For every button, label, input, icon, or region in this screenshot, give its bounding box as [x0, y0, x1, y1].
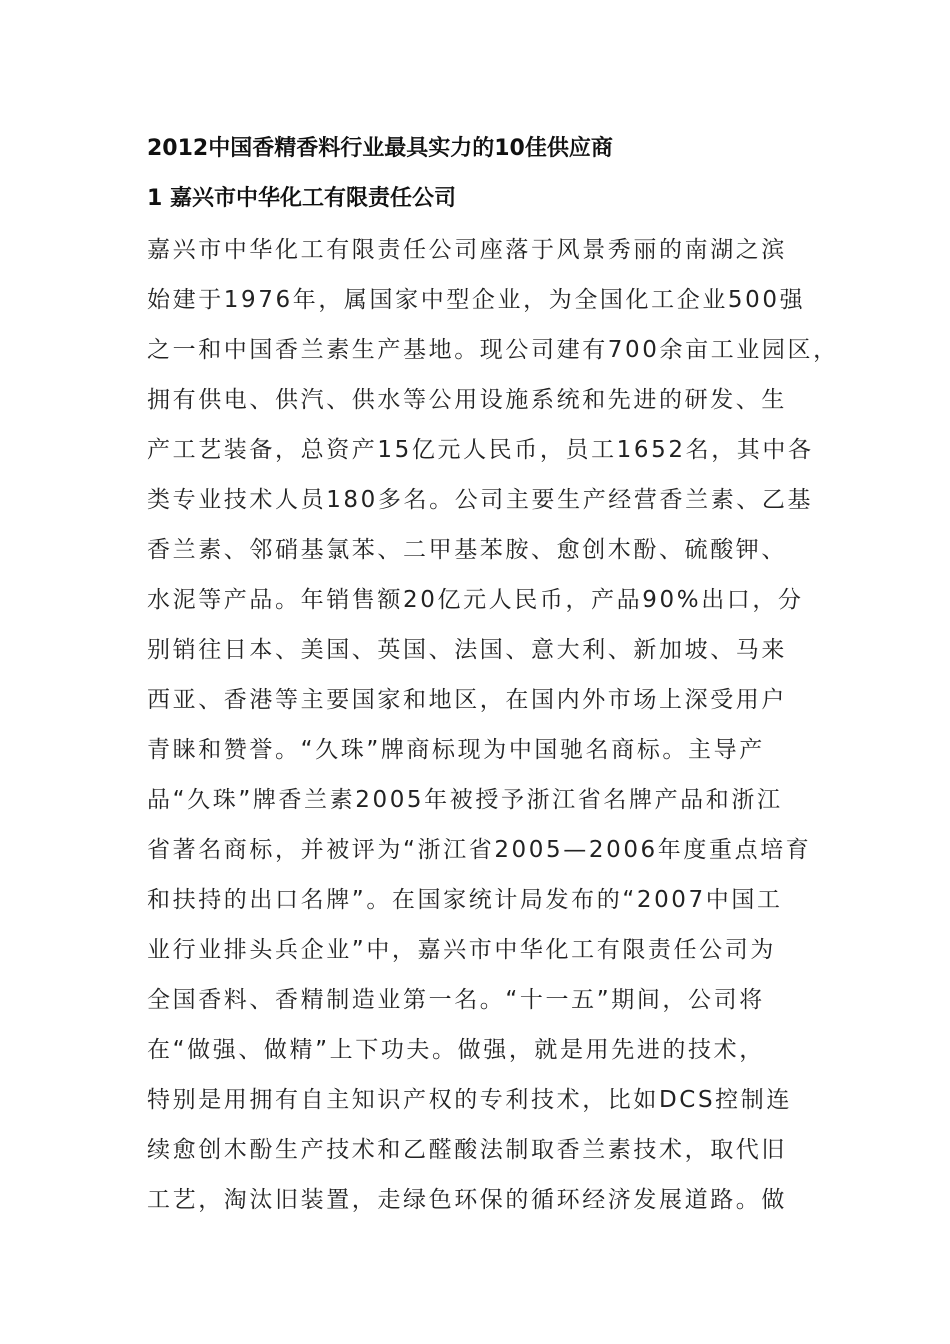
document-title: 2012中国香精香料行业最具实力的10佳供应商 — [147, 136, 613, 161]
paragraph-line: 特别是用拥有自主知识产权的专利技术，比如DCS控制连 — [147, 1087, 792, 1113]
paragraph-line: 工艺，淘汰旧装置，走绿色环保的循环经济发展道路。做 — [147, 1187, 787, 1213]
paragraph-line: 之一和中国香兰素生产基地。现公司建有700余亩工业园区， — [147, 337, 839, 363]
paragraph-line: 水泥等产品。年销售额20亿元人民币，产品90%出口，分 — [147, 587, 804, 613]
paragraph-line: 业行业排头兵企业”中，嘉兴市中华化工有限责任公司为 — [147, 937, 776, 963]
paragraph-line: 在“做强、做精”上下功夫。做强，就是用先进的技术， — [147, 1037, 765, 1063]
paragraph-line: 青睐和赞誉。“久珠”牌商标现为中国驰名商标。主导产 — [147, 737, 765, 763]
paragraph-line: 品“久珠”牌香兰素2005年被授予浙江省名牌产品和浙江 — [147, 787, 783, 813]
paragraph-line: 省著名商标，并被评为“浙江省2005—2006年度重点培育 — [147, 837, 812, 863]
paragraph-line: 产工艺装备，总资产15亿元人民币，员工1652名，其中各 — [147, 437, 814, 463]
paragraph-line: 和扶持的出口名牌”。在国家统计局发布的“2007中国工 — [147, 887, 783, 913]
paragraph-line: 嘉兴市中华化工有限责任公司座落于风景秀丽的南湖之滨 — [147, 237, 787, 263]
paragraph-line: 香兰素、邻硝基氯苯、二甲基苯胺、愈创木酚、硫酸钾、 — [147, 537, 787, 563]
section-heading: 1 嘉兴市中华化工有限责任公司 — [147, 186, 456, 211]
body-paragraph — [147, 228, 839, 1228]
paragraph-line: 西亚、香港等主要国家和地区，在国内外市场上深受用户 — [147, 687, 787, 713]
paragraph-line: 始建于1976年，属国家中型企业，为全国化工企业500强 — [147, 287, 806, 313]
paragraph-line: 全国香料、香精制造业第一名。“十一五”期间，公司将 — [147, 987, 765, 1013]
paragraph-line: 类专业技术人员180多名。公司主要生产经营香兰素、乙基 — [147, 487, 814, 513]
paragraph-line: 别销往日本、美国、英国、法国、意大利、新加坡、马来 — [147, 637, 787, 663]
paragraph-line: 续愈创木酚生产技术和乙醛酸法制取香兰素技术，取代旧 — [147, 1137, 787, 1163]
paragraph-line: 拥有供电、供汽、供水等公用设施系统和先进的研发、生 — [147, 387, 787, 413]
